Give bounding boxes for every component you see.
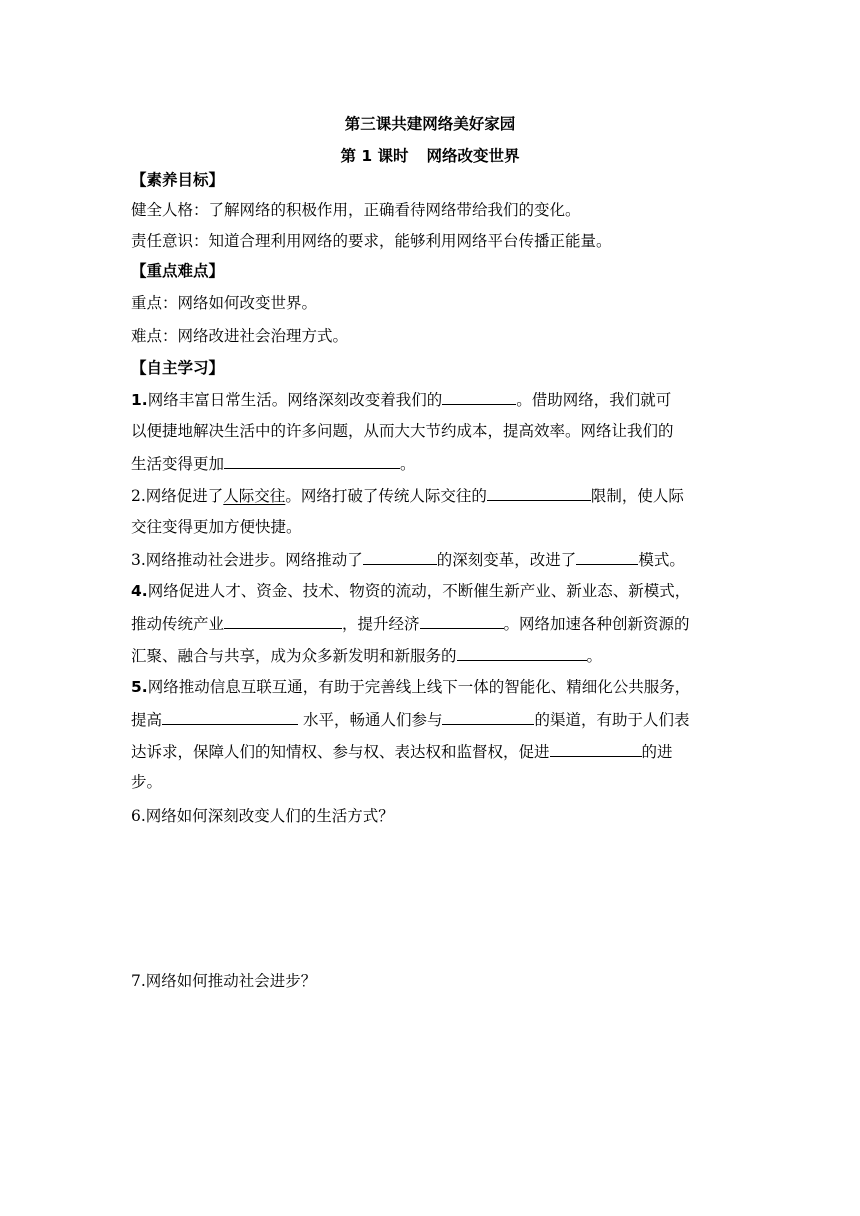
question-3-line-1 [131, 549, 731, 570]
lesson-name: 网络改变世界 [426, 147, 520, 165]
difficult-point: 难点：网络改进社会治理方式。 [131, 327, 349, 345]
question-2-line-1 [131, 485, 731, 506]
question-5-text: 的进 [641, 743, 673, 761]
answer-blank[interactable] [457, 645, 587, 661]
question-5-line-2 [131, 709, 731, 730]
answer-blank[interactable] [442, 389, 516, 405]
question-3-text: 3.网络推动社会进步。网络推动了 [131, 551, 363, 569]
answer-blank[interactable] [224, 613, 342, 629]
question-2-text: 。网络打破了传统人际交往的 [285, 487, 487, 505]
key-points-heading: 【重点难点】 [131, 262, 225, 280]
question-5-number: 5. [131, 678, 148, 696]
question-1-number: 1. [131, 391, 148, 409]
answer-blank[interactable] [442, 709, 534, 725]
question-4-line-3 [131, 645, 731, 666]
question-5-text: 网络推动信息互联互通，有助于完善线上线下一体的智能化、精细化公共服务， [147, 678, 691, 696]
question-3-text: 的深刻变革，改进了 [436, 551, 577, 569]
answer-blank[interactable] [420, 613, 504, 629]
question-1-text: 生活变得更加 [131, 455, 225, 473]
question-5-line-1 [131, 677, 731, 697]
question-6: 6.网络如何深刻改变人们的生活方式？ [131, 807, 394, 825]
question-1-text: 。 [400, 455, 416, 473]
goal-personality: 健全人格：了解网络的积极作用，正确看待网络带给我们的变化。 [131, 201, 581, 219]
question-4-text: 推动传统产业 [131, 615, 225, 633]
question-2-text: 2.网络促进了 [131, 487, 224, 505]
self-study-heading: 【自主学习】 [131, 359, 225, 377]
question-4-line-2 [131, 613, 731, 634]
question-1-text: 网络丰富日常生活。网络深刻改变着我们的 [147, 391, 443, 409]
question-4-text: 。网络加速各种创新资源的 [503, 615, 690, 633]
question-4-text: 汇聚、融合与共享，成为众多新发明和新服务的 [131, 647, 457, 665]
question-1-line-3 [131, 453, 731, 474]
question-4-text: ，提升经济 [342, 615, 420, 633]
answer-blank[interactable] [487, 485, 591, 501]
question-4-text: 网络促进人才、资金、技术、物资的流动，不断催生新产业、新业态、新模式， [147, 582, 691, 600]
question-4-text: 。 [586, 647, 603, 665]
question-1-line-2: 以便捷地解决生活中的许多问题，从而大大节约成本，提高效率。网络让我们的 [131, 422, 674, 440]
question-4-number: 4. [131, 582, 148, 600]
question-5-line-3 [131, 741, 731, 762]
question-4-line-1 [131, 581, 731, 601]
question-3-text: 模式。 [638, 551, 685, 569]
question-5-text: 的渠道，有助于人们表 [534, 711, 690, 729]
goals-heading: 【素养目标】 [131, 171, 225, 189]
key-point: 重点：网络如何改变世界。 [131, 294, 318, 312]
question-2-line-2: 交往变得更加方便快捷。 [131, 518, 302, 536]
question-7: 7.网络如何推动社会进步？ [131, 972, 317, 990]
underlined-term: 人际交往 [223, 487, 286, 505]
question-5-line-4: 步。 [131, 773, 163, 791]
question-5-text: 水平，畅通人们参与 [298, 711, 443, 729]
question-1-line-1 [131, 389, 731, 410]
question-5-text: 达诉求，保障人们的知情权、参与权、表达权和监督权，促进 [131, 743, 550, 761]
question-2-text: 限制，使人际 [590, 487, 684, 505]
lesson-number: 第 1 课时 [340, 147, 409, 165]
answer-blank[interactable] [550, 741, 642, 757]
answer-blank[interactable] [162, 709, 298, 725]
answer-blank[interactable] [224, 453, 400, 469]
goal-responsibility: 责任意识：知道合理利用网络的要求，能够利用网络平台传播正能量。 [131, 232, 612, 250]
lesson-subtitle [0, 144, 860, 166]
question-1-text: 。借助网络，我们就可 [516, 391, 672, 409]
answer-blank[interactable] [576, 549, 638, 565]
page-title: 第三课共建网络美好家园 [344, 115, 516, 133]
answer-blank[interactable] [363, 549, 437, 565]
question-5-text: 提高 [131, 711, 163, 729]
